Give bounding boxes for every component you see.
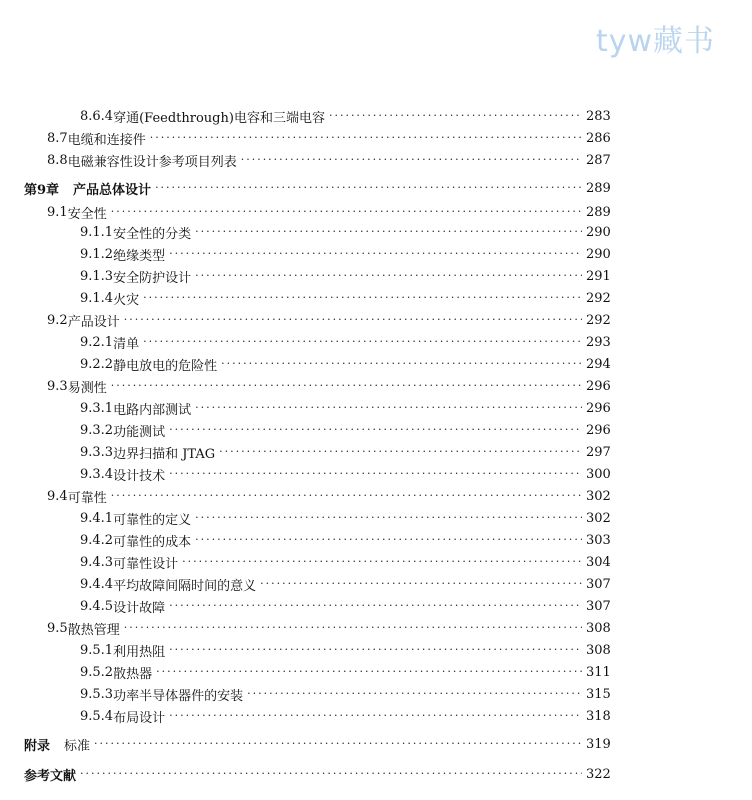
toc-entry[interactable]: [80, 332, 610, 352]
toc-entry-title: 安全性: [67, 206, 107, 222]
toc-entry-page: 315: [586, 686, 611, 702]
toc-entry-number: 9.5.2: [80, 664, 114, 680]
toc-entry-page: 296: [586, 422, 611, 438]
toc-entry-number: 附录: [24, 738, 51, 754]
toc-entry-page: 290: [586, 224, 611, 240]
toc-entry-title: 可靠性的定义: [113, 512, 192, 528]
dot-leader: [169, 596, 582, 616]
toc-entry-number: 9.2.2: [80, 356, 114, 372]
toc-entry-page: 307: [586, 598, 611, 614]
dot-leader: [124, 310, 582, 330]
dot-leader: [169, 420, 582, 440]
toc-entry-number: 9.4: [47, 488, 68, 504]
dot-leader: [111, 202, 582, 222]
toc-entry-page: 322: [586, 766, 611, 782]
toc-entry-title: 可靠性: [67, 490, 107, 506]
toc-entry-title: 可靠性的成本: [113, 534, 192, 550]
toc-entry-page: 293: [586, 334, 611, 350]
dot-leader: [241, 150, 582, 170]
toc-entry[interactable]: [80, 420, 610, 440]
toc-entry-title: 电磁兼容性设计参考项目列表: [67, 154, 237, 170]
toc-entry-title: 绝缘类型: [113, 248, 166, 264]
toc-entry-number: 9.5.4: [80, 708, 114, 724]
dot-leader: [219, 442, 582, 462]
toc-entry[interactable]: [80, 640, 610, 660]
toc-entry-title: 火灾: [113, 292, 140, 308]
toc-entry-title: 标准: [64, 738, 91, 754]
toc-entry-page: 294: [586, 356, 611, 372]
toc-entry-title: 产品设计: [67, 314, 120, 330]
toc-entry-number: 8.8: [47, 152, 68, 168]
toc-entry[interactable]: [80, 244, 610, 264]
toc-entry[interactable]: [80, 508, 610, 528]
toc-entry-number: 9.1: [47, 204, 68, 220]
toc-entry-title: 功率半导体器件的安装: [113, 688, 244, 704]
toc-entry-title: 边界扫描和 JTAG: [113, 446, 216, 462]
dot-leader: [260, 574, 582, 594]
toc-entry-page: 289: [586, 204, 611, 220]
dot-leader: [94, 734, 582, 754]
dot-leader: [143, 288, 582, 308]
toc-entry[interactable]: [80, 266, 610, 286]
toc-entry-number: 9.3.2: [80, 422, 114, 438]
toc-entry[interactable]: [80, 398, 610, 418]
toc-entry-page: 303: [586, 532, 611, 548]
toc-entry-number: 9.2: [47, 312, 68, 328]
toc-entry-page: 286: [586, 130, 611, 146]
toc-entry-title: 安全性的分类: [113, 226, 192, 242]
toc-entry-number: 9.1.1: [80, 224, 114, 240]
toc-entry-number: 9.4.5: [80, 598, 114, 614]
toc-entry[interactable]: [47, 202, 610, 222]
toc-entry[interactable]: [80, 530, 610, 550]
toc-entry[interactable]: [47, 310, 610, 330]
toc-entry[interactable]: [47, 150, 610, 170]
toc-entry-title: 静电放电的危险性: [113, 358, 218, 374]
dot-leader: [169, 244, 582, 264]
toc-entry[interactable]: [80, 222, 610, 242]
toc-entry-page: 289: [586, 180, 611, 196]
toc-entry-title: 利用热阻: [113, 644, 166, 660]
toc-entry-number: 第9章: [24, 182, 60, 198]
toc-entry[interactable]: [80, 288, 610, 308]
toc-entry[interactable]: [80, 596, 610, 616]
toc-entry[interactable]: [80, 706, 610, 726]
toc-entry[interactable]: [47, 376, 610, 396]
toc-entry[interactable]: [24, 764, 610, 784]
toc-entry-title: 安全防护设计: [113, 270, 192, 286]
toc-entry-number: 9.4.4: [80, 576, 114, 592]
toc-entry-number: 9.3.3: [80, 444, 114, 460]
toc-entry-page: 291: [586, 268, 611, 284]
toc-entry-number: 9.1.4: [80, 290, 114, 306]
toc-entry-number: 8.7: [47, 130, 68, 146]
toc-entry[interactable]: [47, 486, 610, 506]
toc-entry-page: 308: [586, 642, 611, 658]
toc-entry-title: 电缆和连接件: [67, 132, 146, 148]
toc-entry-number: 9.5.1: [80, 642, 114, 658]
dot-leader: [124, 618, 582, 638]
toc-entry-title: 易测性: [67, 380, 107, 396]
toc-entry-number: 9.3.1: [80, 400, 114, 416]
toc-entry[interactable]: [80, 684, 610, 704]
toc-entry-title: 功能测试: [113, 424, 166, 440]
toc-entry-number: 9.3.4: [80, 466, 114, 482]
dot-leader: [169, 706, 582, 726]
toc-entry-number: 9.1.2: [80, 246, 114, 262]
toc-entry-number: 9.5.3: [80, 686, 114, 702]
toc-entry-number: 9.4.2: [80, 532, 114, 548]
toc-entry[interactable]: [47, 128, 610, 148]
dot-leader: [195, 266, 582, 286]
toc-entry-number: 9.1.3: [80, 268, 114, 284]
dot-leader: [156, 662, 582, 682]
dot-leader: [143, 332, 582, 352]
toc-entry-page: 307: [586, 576, 611, 592]
dot-leader: [247, 684, 582, 704]
toc-entry-title: 散热管理: [67, 622, 120, 638]
toc-entry-page: 287: [586, 152, 611, 168]
toc-entry-page: 302: [586, 488, 611, 504]
toc-entry-number: 8.6.4: [80, 108, 114, 124]
dot-leader: [195, 398, 582, 418]
toc-entry-number: 参考文献: [24, 768, 77, 784]
toc-entry-page: 302: [586, 510, 611, 526]
toc-entry-number: 9.5: [47, 620, 68, 636]
toc-entry-title: 设计故障: [113, 600, 166, 616]
dot-leader: [195, 508, 582, 528]
dot-leader: [111, 486, 582, 506]
toc-entry-title: 产品总体设计: [73, 182, 152, 198]
toc-entry[interactable]: [80, 552, 610, 572]
toc-entry[interactable]: [24, 734, 610, 754]
dot-leader: [329, 106, 582, 126]
toc-entry-page: 296: [586, 400, 611, 416]
dot-leader: [195, 222, 582, 242]
toc-entry-page: 297: [586, 444, 611, 460]
toc-entry[interactable]: [80, 354, 610, 374]
toc-entry-page: 292: [586, 312, 611, 328]
toc-entry-page: 292: [586, 290, 611, 306]
dot-leader: [169, 464, 582, 484]
toc-entry-page: 319: [586, 736, 611, 752]
toc-entry-page: 311: [586, 664, 611, 680]
toc-entry-page: 304: [586, 554, 611, 570]
toc-entry[interactable]: [80, 106, 610, 126]
toc-entry-page: 318: [586, 708, 611, 724]
watermark-text: tyw藏书: [596, 24, 716, 59]
toc-entry-title: 可靠性设计: [113, 556, 179, 572]
toc-entry-number: 9.4.3: [80, 554, 114, 570]
toc-entry-title: 穿通(Feedthrough)电容和三端电容: [113, 110, 325, 126]
toc-entry[interactable]: [80, 442, 610, 462]
toc-entry-page: 283: [586, 108, 611, 124]
toc-entry-page: 290: [586, 246, 611, 262]
dot-leader: [150, 128, 582, 148]
toc-entry-number: 9.3: [47, 378, 68, 394]
toc-entry[interactable]: [24, 178, 610, 198]
toc-entry-number: 9.2.1: [80, 334, 114, 350]
dot-leader: [221, 354, 582, 374]
toc-entry[interactable]: [47, 618, 610, 638]
toc-entry-number: 9.4.1: [80, 510, 114, 526]
dot-leader: [195, 530, 582, 550]
toc-entry-page: 308: [586, 620, 611, 636]
toc-entry-title: 平均故障间隔时间的意义: [113, 578, 257, 594]
toc-entry-page: 300: [586, 466, 611, 482]
toc-entry-title: 散热器: [113, 666, 153, 682]
toc-entry[interactable]: [80, 574, 610, 594]
toc-entry-title: 电路内部测试: [113, 402, 192, 418]
dot-leader: [169, 640, 582, 660]
toc-entry[interactable]: [80, 464, 610, 484]
dot-leader: [155, 178, 582, 198]
dot-leader: [80, 764, 582, 784]
toc-entry[interactable]: [80, 662, 610, 682]
toc-entry-title: 清单: [113, 336, 140, 352]
toc-entry-title: 设计技术: [113, 468, 166, 484]
dot-leader: [111, 376, 582, 396]
toc-entry-title: 布局设计: [113, 710, 166, 726]
toc-entry-page: 296: [586, 378, 611, 394]
dot-leader: [182, 552, 582, 572]
